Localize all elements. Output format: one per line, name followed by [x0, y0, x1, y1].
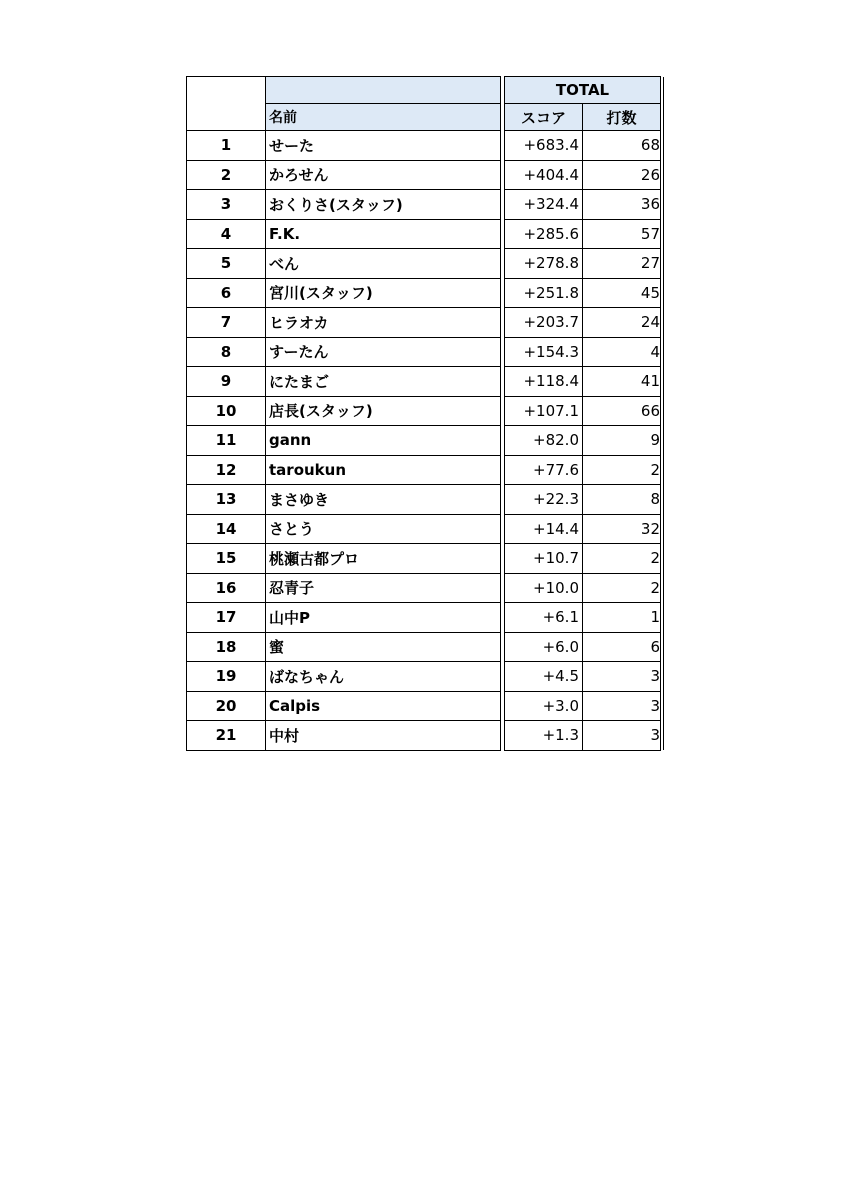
- rank-cell: 13: [187, 485, 266, 515]
- player-name-cell: 山中P: [266, 603, 501, 633]
- table-row: [187, 544, 664, 574]
- score-cell: +82.0: [505, 426, 583, 456]
- player-name-cell: 宮川(スタッフ): [266, 278, 501, 308]
- score-cell: +203.7: [505, 308, 583, 338]
- rank-cell: 17: [187, 603, 266, 633]
- player-name-cell: ヒラオカ: [266, 308, 501, 338]
- score-cell: +278.8: [505, 249, 583, 279]
- count-cell: 36: [583, 190, 661, 220]
- score-cell: +10.7: [505, 544, 583, 574]
- right-edge: [661, 77, 664, 104]
- count-cell: 1: [583, 603, 661, 633]
- rank-cell: 11: [187, 426, 266, 456]
- right-edge: [661, 514, 664, 544]
- rank-cell: 12: [187, 455, 266, 485]
- score-cell: +118.4: [505, 367, 583, 397]
- player-name-cell: まさゆき: [266, 485, 501, 515]
- count-cell: 26: [583, 160, 661, 190]
- player-name-cell: べん: [266, 249, 501, 279]
- score-cell: +77.6: [505, 455, 583, 485]
- score-cell: +324.4: [505, 190, 583, 220]
- score-cell: +154.3: [505, 337, 583, 367]
- name-header: 名前: [266, 104, 501, 131]
- player-name-cell: gann: [266, 426, 501, 456]
- player-name-cell: かろせん: [266, 160, 501, 190]
- rank-cell: 15: [187, 544, 266, 574]
- player-name-cell: 桃瀬古都プロ: [266, 544, 501, 574]
- table-row: [187, 131, 664, 161]
- table-row: [187, 367, 664, 397]
- total-group-header: TOTAL: [505, 77, 661, 104]
- table-row: [187, 485, 664, 515]
- right-edge: [661, 544, 664, 574]
- count-cell: 2: [583, 573, 661, 603]
- right-edge: [661, 455, 664, 485]
- score-cell: +10.0: [505, 573, 583, 603]
- player-name-cell: せーた: [266, 131, 501, 161]
- table-row: [187, 514, 664, 544]
- table-row: [187, 691, 664, 721]
- count-cell: 66: [583, 396, 661, 426]
- rank-cell: 10: [187, 396, 266, 426]
- rank-cell: 20: [187, 691, 266, 721]
- rank-cell: 2: [187, 160, 266, 190]
- right-edge: [661, 190, 664, 220]
- player-name-cell: Calpis: [266, 691, 501, 721]
- player-name-cell: 店長(スタッフ): [266, 396, 501, 426]
- right-edge: [661, 367, 664, 397]
- score-cell: +22.3: [505, 485, 583, 515]
- table-row: [187, 160, 664, 190]
- score-cell: +251.8: [505, 278, 583, 308]
- player-name-cell: おくりさ(スタッフ): [266, 190, 501, 220]
- right-edge: [661, 691, 664, 721]
- player-name-cell: 忍青子: [266, 573, 501, 603]
- table-row: [187, 573, 664, 603]
- table-row: [187, 603, 664, 633]
- table-row: [187, 337, 664, 367]
- right-edge: [661, 131, 664, 161]
- table-row: [187, 190, 664, 220]
- right-edge: [661, 278, 664, 308]
- header-row-group: [187, 77, 664, 104]
- corner-cell: [187, 77, 266, 131]
- count-cell: 2: [583, 544, 661, 574]
- score-cell: +1.3: [505, 721, 583, 751]
- table-row: [187, 455, 664, 485]
- count-cell: 27: [583, 249, 661, 279]
- count-cell: 24: [583, 308, 661, 338]
- table-row: [187, 662, 664, 692]
- right-edge: [661, 396, 664, 426]
- rank-cell: 3: [187, 190, 266, 220]
- count-cell: 45: [583, 278, 661, 308]
- rank-cell: 19: [187, 662, 266, 692]
- score-header: スコア: [505, 104, 583, 131]
- count-cell: 2: [583, 455, 661, 485]
- rank-cell: 14: [187, 514, 266, 544]
- name-header-blank: [266, 77, 501, 104]
- rank-cell: 4: [187, 219, 266, 249]
- score-cell: +107.1: [505, 396, 583, 426]
- player-name-cell: さとう: [266, 514, 501, 544]
- count-cell: 32: [583, 514, 661, 544]
- right-edge: [661, 104, 664, 131]
- rank-cell: 6: [187, 278, 266, 308]
- right-edge: [661, 219, 664, 249]
- player-name-cell: 蜜: [266, 632, 501, 662]
- table-row: [187, 278, 664, 308]
- count-cell: 9: [583, 426, 661, 456]
- score-cell: +6.0: [505, 632, 583, 662]
- table-row: [187, 219, 664, 249]
- rank-cell: 21: [187, 721, 266, 751]
- rank-cell: 1: [187, 131, 266, 161]
- table-row: [187, 632, 664, 662]
- right-edge: [661, 337, 664, 367]
- count-cell: 3: [583, 691, 661, 721]
- rank-cell: 9: [187, 367, 266, 397]
- count-cell: 4: [583, 337, 661, 367]
- ranking-table: [186, 76, 664, 751]
- count-cell: 68: [583, 131, 661, 161]
- rank-cell: 18: [187, 632, 266, 662]
- player-name-cell: F.K.: [266, 219, 501, 249]
- score-cell: +285.6: [505, 219, 583, 249]
- count-cell: 57: [583, 219, 661, 249]
- table-row: [187, 308, 664, 338]
- rank-cell: 8: [187, 337, 266, 367]
- right-edge: [661, 485, 664, 515]
- right-edge: [661, 632, 664, 662]
- count-cell: 3: [583, 721, 661, 751]
- right-edge: [661, 308, 664, 338]
- score-cell: +683.4: [505, 131, 583, 161]
- rank-cell: 5: [187, 249, 266, 279]
- right-edge: [661, 249, 664, 279]
- table-row: [187, 396, 664, 426]
- score-cell: +4.5: [505, 662, 583, 692]
- count-cell: 8: [583, 485, 661, 515]
- right-edge: [661, 426, 664, 456]
- right-edge: [661, 662, 664, 692]
- player-name-cell: 中村: [266, 721, 501, 751]
- count-header: 打数: [583, 104, 661, 131]
- player-name-cell: ばなちゃん: [266, 662, 501, 692]
- count-cell: 3: [583, 662, 661, 692]
- right-edge: [661, 721, 664, 751]
- table-row: [187, 249, 664, 279]
- count-cell: 6: [583, 632, 661, 662]
- score-cell: +6.1: [505, 603, 583, 633]
- table-row: [187, 721, 664, 751]
- table-row: [187, 426, 664, 456]
- score-cell: +14.4: [505, 514, 583, 544]
- player-name-cell: taroukun: [266, 455, 501, 485]
- rank-cell: 16: [187, 573, 266, 603]
- count-cell: 41: [583, 367, 661, 397]
- score-cell: +404.4: [505, 160, 583, 190]
- rank-cell: 7: [187, 308, 266, 338]
- player-name-cell: すーたん: [266, 337, 501, 367]
- score-cell: +3.0: [505, 691, 583, 721]
- right-edge: [661, 603, 664, 633]
- right-edge: [661, 160, 664, 190]
- right-edge: [661, 573, 664, 603]
- player-name-cell: にたまご: [266, 367, 501, 397]
